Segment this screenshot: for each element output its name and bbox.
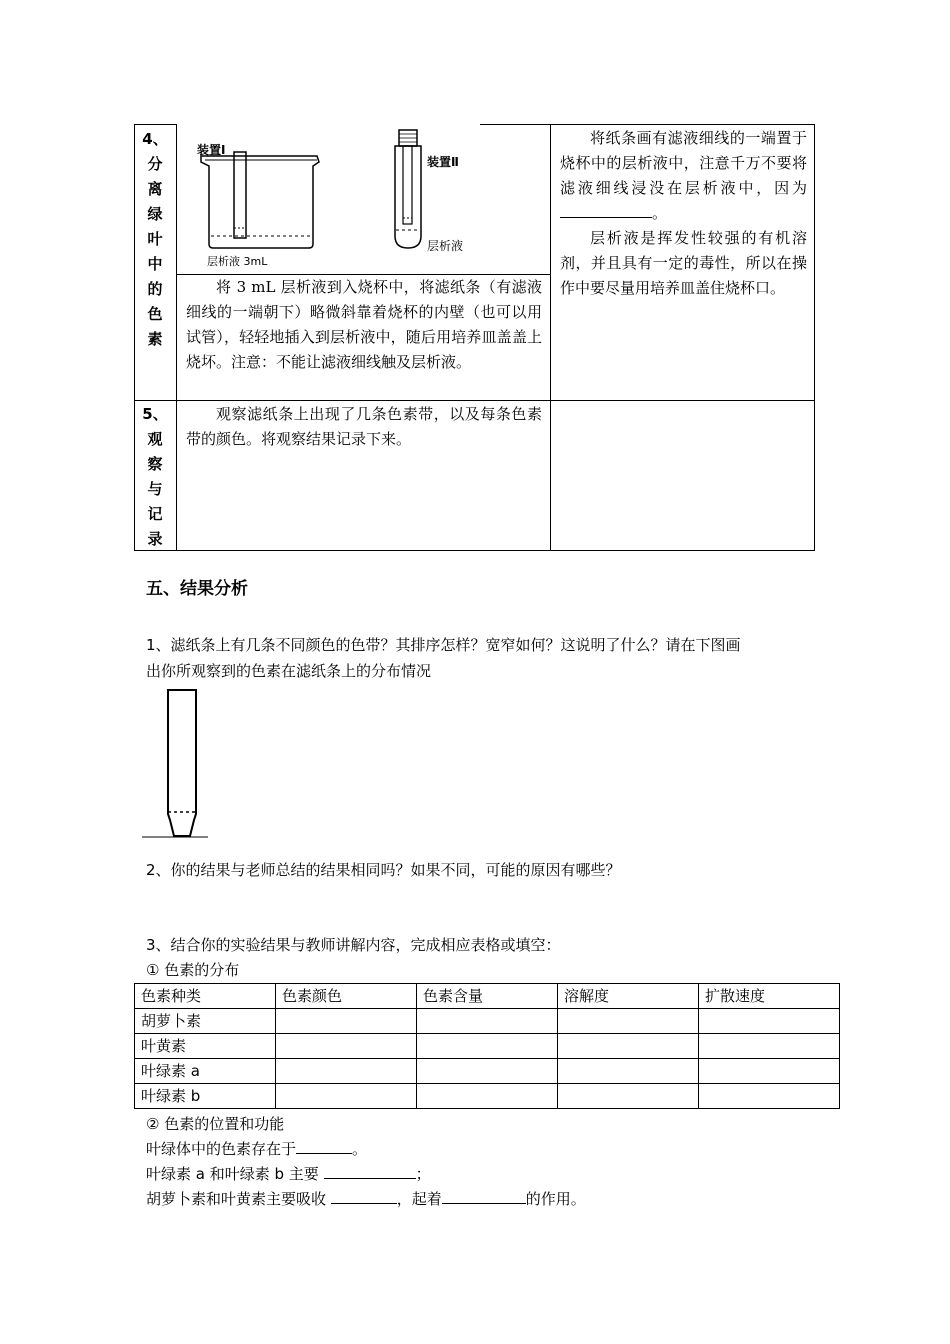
answer-cell[interactable] bbox=[276, 1059, 417, 1084]
note-text: 将纸条画有滤液细线的一端置于烧杯中的层析液中，注意千万不要将滤液细线浸没在层析液中，因为 bbox=[560, 129, 807, 197]
fill-text: 的作用。 bbox=[525, 1190, 586, 1208]
step-char: 色 bbox=[147, 305, 163, 323]
note-text-end: 。 bbox=[652, 204, 668, 222]
beaker-device bbox=[201, 152, 319, 248]
fill-in-2 bbox=[146, 1161, 431, 1187]
subheading-position-function: ② 色素的位置和功能 bbox=[146, 1115, 285, 1133]
fill-blank[interactable] bbox=[324, 1164, 416, 1179]
fill-text: ； bbox=[415, 1165, 431, 1183]
header-cell: 扩散速度 bbox=[699, 984, 840, 1009]
step-char: 记 bbox=[147, 505, 163, 523]
row-label: 叶黄素 bbox=[135, 1034, 276, 1059]
answer-cell[interactable] bbox=[276, 1009, 417, 1034]
step-5-procedure: 观察滤纸条上出现了几条色素带，以及每条色素带的颜色。将观察结果记录下来。 bbox=[186, 405, 542, 448]
step-char: 分 bbox=[147, 155, 163, 173]
section-title: 五、结果分析 bbox=[146, 579, 248, 599]
answer-cell[interactable] bbox=[558, 1034, 699, 1059]
header-cell: 色素种类 bbox=[135, 984, 276, 1009]
answer-cell[interactable] bbox=[699, 1059, 840, 1084]
row-label: 叶绿素 a bbox=[135, 1059, 276, 1084]
step-char: 的 bbox=[147, 280, 163, 298]
table-divider-row bbox=[134, 400, 815, 401]
answer-cell[interactable] bbox=[276, 1084, 417, 1109]
step-char: 察 bbox=[147, 455, 163, 473]
fill-blank[interactable] bbox=[442, 1189, 526, 1204]
question-3: 3、结合你的实验结果与教师讲解内容，完成相应表格或填空： bbox=[146, 936, 561, 954]
step-4-note-2: 层析液是挥发性较强的有机溶剂，并且具有一定的毒性，所以在操作中要尽量用培养皿盖住烧杯口。 bbox=[560, 229, 807, 297]
answer-cell[interactable] bbox=[276, 1034, 417, 1059]
step-char: 观 bbox=[147, 430, 163, 448]
step-char: 中 bbox=[147, 255, 163, 273]
fill-text: 叶绿素 a 和叶绿素 b 主要 bbox=[146, 1165, 324, 1183]
step-char: 与 bbox=[147, 480, 163, 498]
device1-label: 装置Ⅰ bbox=[197, 143, 226, 157]
step-char: 素 bbox=[147, 330, 163, 348]
table-row bbox=[135, 1034, 840, 1059]
experiment-table bbox=[134, 124, 815, 551]
answer-cell[interactable] bbox=[699, 1034, 840, 1059]
fill-text: ，起着 bbox=[396, 1190, 442, 1208]
subheading-distribution: ① 色素的分布 bbox=[146, 961, 240, 979]
step-5-label bbox=[134, 402, 176, 552]
header-cell: 色素颜色 bbox=[276, 984, 417, 1009]
header-cell: 溶解度 bbox=[558, 984, 699, 1009]
question-1-line-2: 出你所观察到的色素在滤纸条上的分布情况 bbox=[146, 662, 432, 680]
fill-blank[interactable] bbox=[331, 1189, 397, 1204]
fill-text: 胡萝卜素和叶黄素主要吸收 bbox=[146, 1190, 331, 1208]
table-border-top-left bbox=[134, 124, 176, 125]
pigment-table bbox=[134, 983, 840, 1109]
answer-cell[interactable] bbox=[699, 1084, 840, 1109]
table-divider-col2 bbox=[550, 124, 551, 551]
device2-sub-label: 层析液 bbox=[427, 239, 464, 253]
table-border-right bbox=[814, 124, 815, 551]
answer-cell[interactable] bbox=[417, 1084, 558, 1109]
test-tube-device bbox=[395, 130, 421, 248]
question-2: 2、你的结果与老师总结的结果相同吗？如果不同，可能的原因有哪些？ bbox=[146, 861, 621, 879]
answer-cell[interactable] bbox=[699, 1009, 840, 1034]
table-row bbox=[135, 1059, 840, 1084]
row-label: 胡萝卜素 bbox=[135, 1009, 276, 1034]
fill-in-3 bbox=[146, 1186, 586, 1212]
fill-in-1 bbox=[146, 1136, 367, 1162]
step-char: 录 bbox=[147, 530, 163, 548]
answer-cell[interactable] bbox=[417, 1034, 558, 1059]
step-char: 5、 bbox=[142, 405, 168, 423]
device1-sub-label: 层析液 3mL bbox=[207, 255, 268, 268]
fill-text: 叶绿体中的色素存在于 bbox=[146, 1140, 297, 1158]
answer-cell[interactable] bbox=[558, 1059, 699, 1084]
apparatus-diagram bbox=[177, 124, 549, 274]
device2-label: 装置Ⅱ bbox=[427, 155, 459, 169]
fill-blank[interactable] bbox=[296, 1139, 352, 1154]
row-label: 叶绿素 b bbox=[135, 1084, 276, 1109]
table-header-row bbox=[135, 984, 840, 1009]
step-4-procedure: 将 3 mL 层析液到入烧杯中，将滤纸条（有滤液细线的一端朝下）略微斜靠着烧杯的内壁（也可以用试管），轻轻地插入到层析液中，随后用培养皿盖盖上烧坏。注意：不能让滤液细线触及层析液。 bbox=[186, 278, 542, 371]
header-cell: 色素含量 bbox=[417, 984, 558, 1009]
question-1-line-1: 1、滤纸条上有几条不同颜色的色带？其排序怎样？宽窄如何？这说明了什么？请在下图画 bbox=[146, 636, 741, 654]
table-row bbox=[135, 1009, 840, 1034]
step-4-note-1 bbox=[560, 126, 807, 226]
step-char: 离 bbox=[147, 180, 163, 198]
filter-strip-drawing[interactable] bbox=[140, 686, 212, 842]
table-row bbox=[135, 1084, 840, 1109]
step-char: 绿 bbox=[147, 205, 163, 223]
note-blank[interactable] bbox=[560, 203, 652, 218]
table-border-bottom bbox=[134, 550, 815, 551]
step-4-label bbox=[134, 127, 176, 352]
answer-cell[interactable] bbox=[558, 1009, 699, 1034]
step-char: 4、 bbox=[142, 130, 168, 148]
answer-cell[interactable] bbox=[417, 1009, 558, 1034]
answer-cell[interactable] bbox=[558, 1084, 699, 1109]
fill-text: 。 bbox=[352, 1140, 368, 1158]
step-char: 叶 bbox=[147, 230, 163, 248]
answer-cell[interactable] bbox=[417, 1059, 558, 1084]
